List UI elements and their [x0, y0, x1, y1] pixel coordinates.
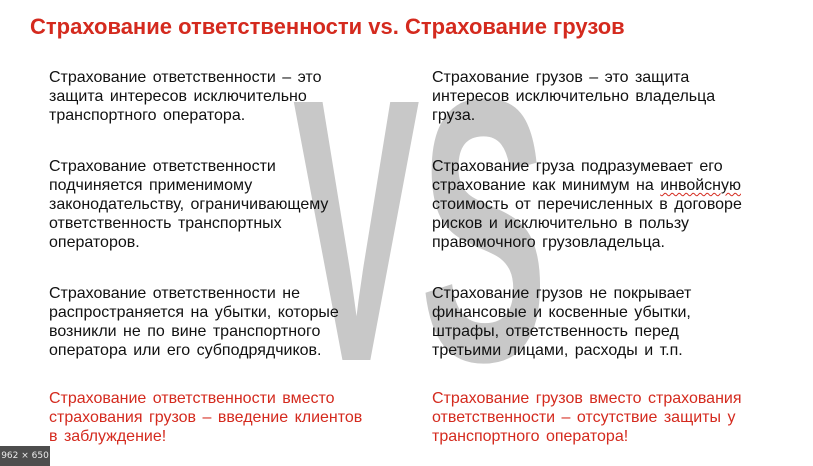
- cargo-para-2-line-3: стоимость от перечисленных в договоре: [432, 196, 742, 213]
- liability-para-2: Страхование ответственности подчиняется применимому законодательству, ограничивающему ответственность транспортных операторов.: [49, 158, 329, 251]
- liability-warning: Страхование ответственности вместо страхования грузов – введение клиентов в заблуждение!: [49, 390, 363, 445]
- vs-watermark-text: VS: [292, 60, 548, 440]
- cargo-para-2: [432, 157, 742, 252]
- cargo-para-2-line-5: правомочного грузовладельца.: [432, 234, 665, 251]
- cargo-warning: Страхование грузов вместо страхования ответственности – отсутствие защиты у транспортного оператора!: [432, 390, 742, 445]
- liability-para-3: Страхование ответственности не распространяется на убытки, которые возникли не по вине транспортного оператора или его субподрядчиков.: [49, 285, 339, 359]
- liability-para-1: Страхование ответственности – это защита интересов исключительно транспортного оператора.: [49, 69, 322, 124]
- cargo-para-2-line-4: рисков и исключительно в пользу: [432, 215, 689, 232]
- invoice-word-spellcheck: инвойсную: [660, 177, 741, 194]
- cargo-para-2-line-2: страхование как минимум на: [432, 177, 661, 194]
- image-size-badge: 962 × 650: [0, 446, 50, 466]
- cargo-para-3: Страхование грузов не покрывает финансовые и косвенные убытки, штрафы, ответственность перед третьими лицами, расходы и т.п.: [432, 285, 692, 359]
- slide-title: Страхование ответственности vs. Страхование грузов: [30, 14, 625, 39]
- cargo-para-2-line-1: Страхование груза подразумевает его: [432, 158, 723, 175]
- cargo-para-1: Страхование грузов – это защита интересов исключительно владельца груза.: [432, 69, 716, 124]
